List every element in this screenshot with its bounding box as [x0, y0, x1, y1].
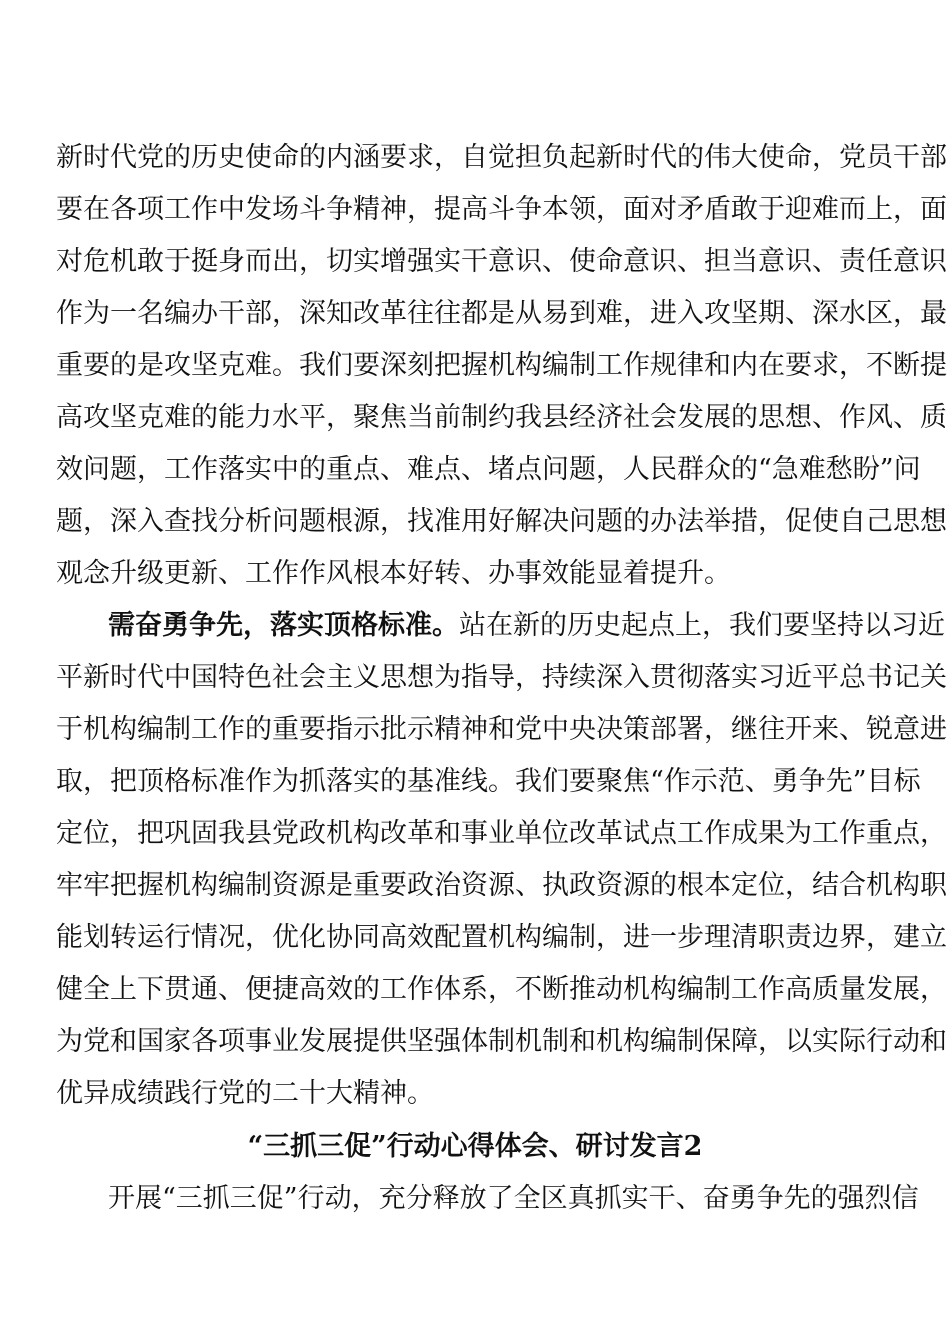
- paragraph-2-line-9: 为党和国家各项事业发展提供坚强体制机制和机构编制保障，以实际行动和: [56, 1026, 947, 1057]
- paragraph-2-line-3: 于机构编制工作的重要指示批示精神和党中央决策部署，继往开来、锐意进: [56, 714, 947, 745]
- paragraph-2-bold-lead: 需奋勇争先，落实顶格标准。: [108, 610, 459, 641]
- paragraph-1-line-8: 题，深入查找分析问题根源，找准用好解决问题的办法举措，促使自己思想: [56, 506, 947, 537]
- paragraph-2-line-10: 优异成绩践行党的二十大精神。: [56, 1078, 434, 1109]
- paragraph-2-line-6: 牢牢把握机构编制资源是重要政治资源、执政资源的根本定位，结合机构职: [56, 870, 947, 901]
- paragraph-2-line-5: 定位，把巩固我县党政机构改革和事业单位改革试点工作成果为工作重点，: [56, 818, 947, 849]
- paragraph-1-line-9: 观念升级更新、工作作风根本好转、办事效能显着提升。: [56, 558, 731, 589]
- section-heading: “三抓三促”行动心得体会、研讨发言2: [247, 1131, 703, 1162]
- paragraph-2-line-4: 取，把顶格标准作为抓落实的基准线。我们要聚焦“作示范、勇争先”目标: [56, 766, 921, 797]
- paragraph-2-line-2: 平新时代中国特色社会主义思想为指导，持续深入贯彻落实习近平总书记关: [56, 662, 947, 693]
- paragraph-3-line-1: 开展“三抓三促”行动，充分释放了全区真抓实干、奋勇争先的强烈信: [108, 1183, 919, 1214]
- paragraph-1-line-3: 对危机敢于挺身而出，切实增强实干意识、使命意识、担当意识、责任意识: [56, 246, 947, 277]
- paragraph-1-line-2: 要在各项工作中发场斗争精神，提高斗争本领，面对矛盾敢于迎难而上，面: [56, 194, 947, 225]
- paragraph-1-line-1: 新时代党的历史使命的内涵要求，自觉担负起新时代的伟大使命，党员干部: [56, 142, 947, 173]
- paragraph-2-first-line-rest: 站在新的历史起点上，我们要坚持以习近: [459, 610, 945, 641]
- paragraph-2-first-line: [108, 609, 945, 645]
- paragraph-1-line-6: 高攻坚克难的能力水平，聚焦当前制约我县经济社会发展的思想、作风、质: [56, 402, 947, 433]
- paragraph-2-line-7: 能划转运行情况，优化协同高效配置机构编制，进一步理清职责边界，建立: [56, 922, 947, 953]
- paragraph-1-line-5: 重要的是攻坚克难。我们要深刻把握机构编制工作规律和内在要求，不断提: [56, 350, 947, 381]
- paragraph-2-line-8: 健全上下贯通、便捷高效的工作体系，不断推动机构编制工作高质量发展，: [56, 974, 947, 1005]
- paragraph-1-line-7: 效问题，工作落实中的重点、难点、堵点问题，人民群众的“急难愁盼”问: [56, 454, 921, 485]
- paragraph-1-line-4: 作为一名编办干部，深知改革往往都是从易到难，进入攻坚期、深水区，最: [56, 298, 947, 329]
